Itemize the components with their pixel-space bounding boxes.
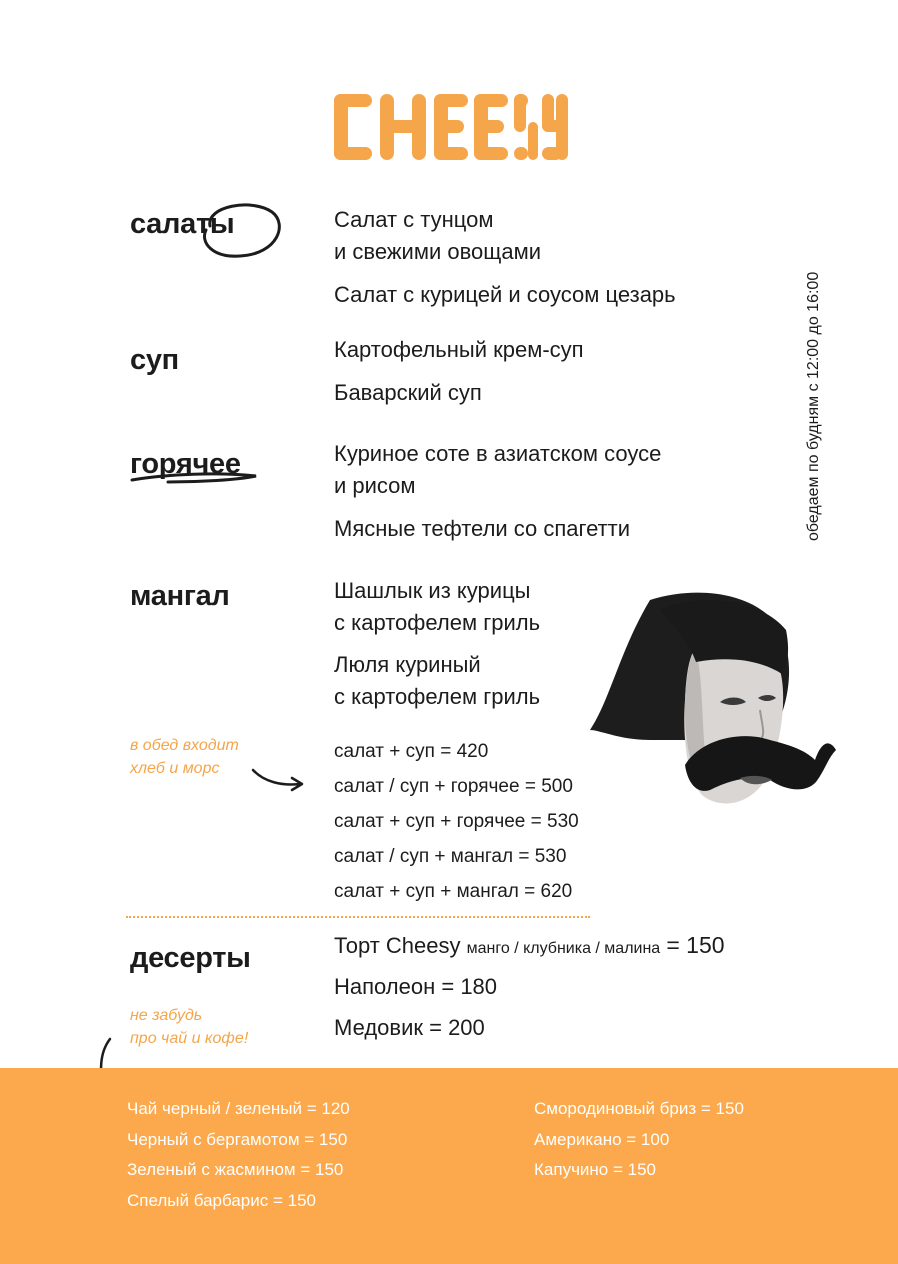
dessert-napoleon: Наполеон = 180 xyxy=(334,974,498,999)
combo-price-2: салат / суп + горячее = 500 xyxy=(334,776,573,797)
dessert-medovik: Медовик = 200 xyxy=(334,1015,485,1040)
dish-grill-1-line2: с картофелем гриль xyxy=(334,610,541,635)
curved-arrow-icon xyxy=(250,764,308,792)
category-soup: суп xyxy=(130,344,179,376)
portrait-illustration xyxy=(590,590,840,810)
lunch-note-line2: хлеб и морс xyxy=(130,760,220,777)
dish-hot-2: Мясные тефтели со спагетти xyxy=(334,516,631,541)
combo-price-1: салат + суп = 420 xyxy=(334,741,489,762)
dotted-divider xyxy=(126,916,590,918)
dessert-cake-name: Торт Cheesy xyxy=(334,933,461,958)
dish-hot-1-line2: и рисом xyxy=(334,473,416,498)
drink-right-3: Капучино = 150 xyxy=(534,1160,656,1179)
dish-soup-2: Баварский суп xyxy=(334,380,482,405)
drink-left-2: Черный с бергамотом = 150 xyxy=(127,1130,348,1149)
schedule-text: обедаем по будням с 12:00 до 16:00 xyxy=(805,271,822,541)
dish-grill-2-line2: с картофелем гриль xyxy=(334,684,541,709)
combo-price-5: салат + суп + мангал = 620 xyxy=(334,881,573,902)
dessert-cake-price: = 150 xyxy=(666,932,725,958)
dish-grill-1-line1: Шашлык из курицы xyxy=(334,578,531,603)
combo-price-3: салат + суп + горячее = 530 xyxy=(334,811,579,832)
drink-left-3: Зеленый с жасмином = 150 xyxy=(127,1160,344,1179)
drink-left-1: Чай черный / зеленый = 120 xyxy=(127,1099,350,1118)
category-salads: салаты xyxy=(130,208,235,240)
circle-doodle xyxy=(192,196,288,262)
drink-right-2: Американо = 100 xyxy=(534,1130,670,1149)
category-hot: горячее xyxy=(130,448,241,480)
category-grill: мангал xyxy=(130,580,230,612)
tea-note-line1: не забудь xyxy=(130,1007,203,1024)
dish-salad-1-line2: и свежими овощами xyxy=(334,239,542,264)
dessert-cake xyxy=(334,934,725,957)
drink-left-4: Спелый барбарис = 150 xyxy=(127,1191,316,1210)
dessert-cake-flavors: манго / клубника / малина xyxy=(466,940,661,957)
dish-grill-2-line1: Люля куриный xyxy=(334,652,481,677)
combo-price-4: салат / суп + мангал = 530 xyxy=(334,846,567,867)
underline-doodle xyxy=(128,468,262,486)
dish-hot-1-line1: Куриное соте в азиатском соусе xyxy=(334,441,662,466)
dish-salad-1-line1: Салат с тунцом xyxy=(334,207,494,232)
drink-right-1: Смородиновый бриз = 150 xyxy=(534,1099,744,1118)
category-desserts: десерты xyxy=(130,942,251,974)
lunch-note-line1: в обед входит xyxy=(130,737,239,754)
cheesy-logo xyxy=(332,92,568,162)
tea-note-line2: про чай и кофе! xyxy=(130,1030,249,1047)
dish-soup-1: Картофельный крем-суп xyxy=(334,337,584,362)
dish-salad-2: Салат с курицей и соусом цезарь xyxy=(334,282,676,307)
